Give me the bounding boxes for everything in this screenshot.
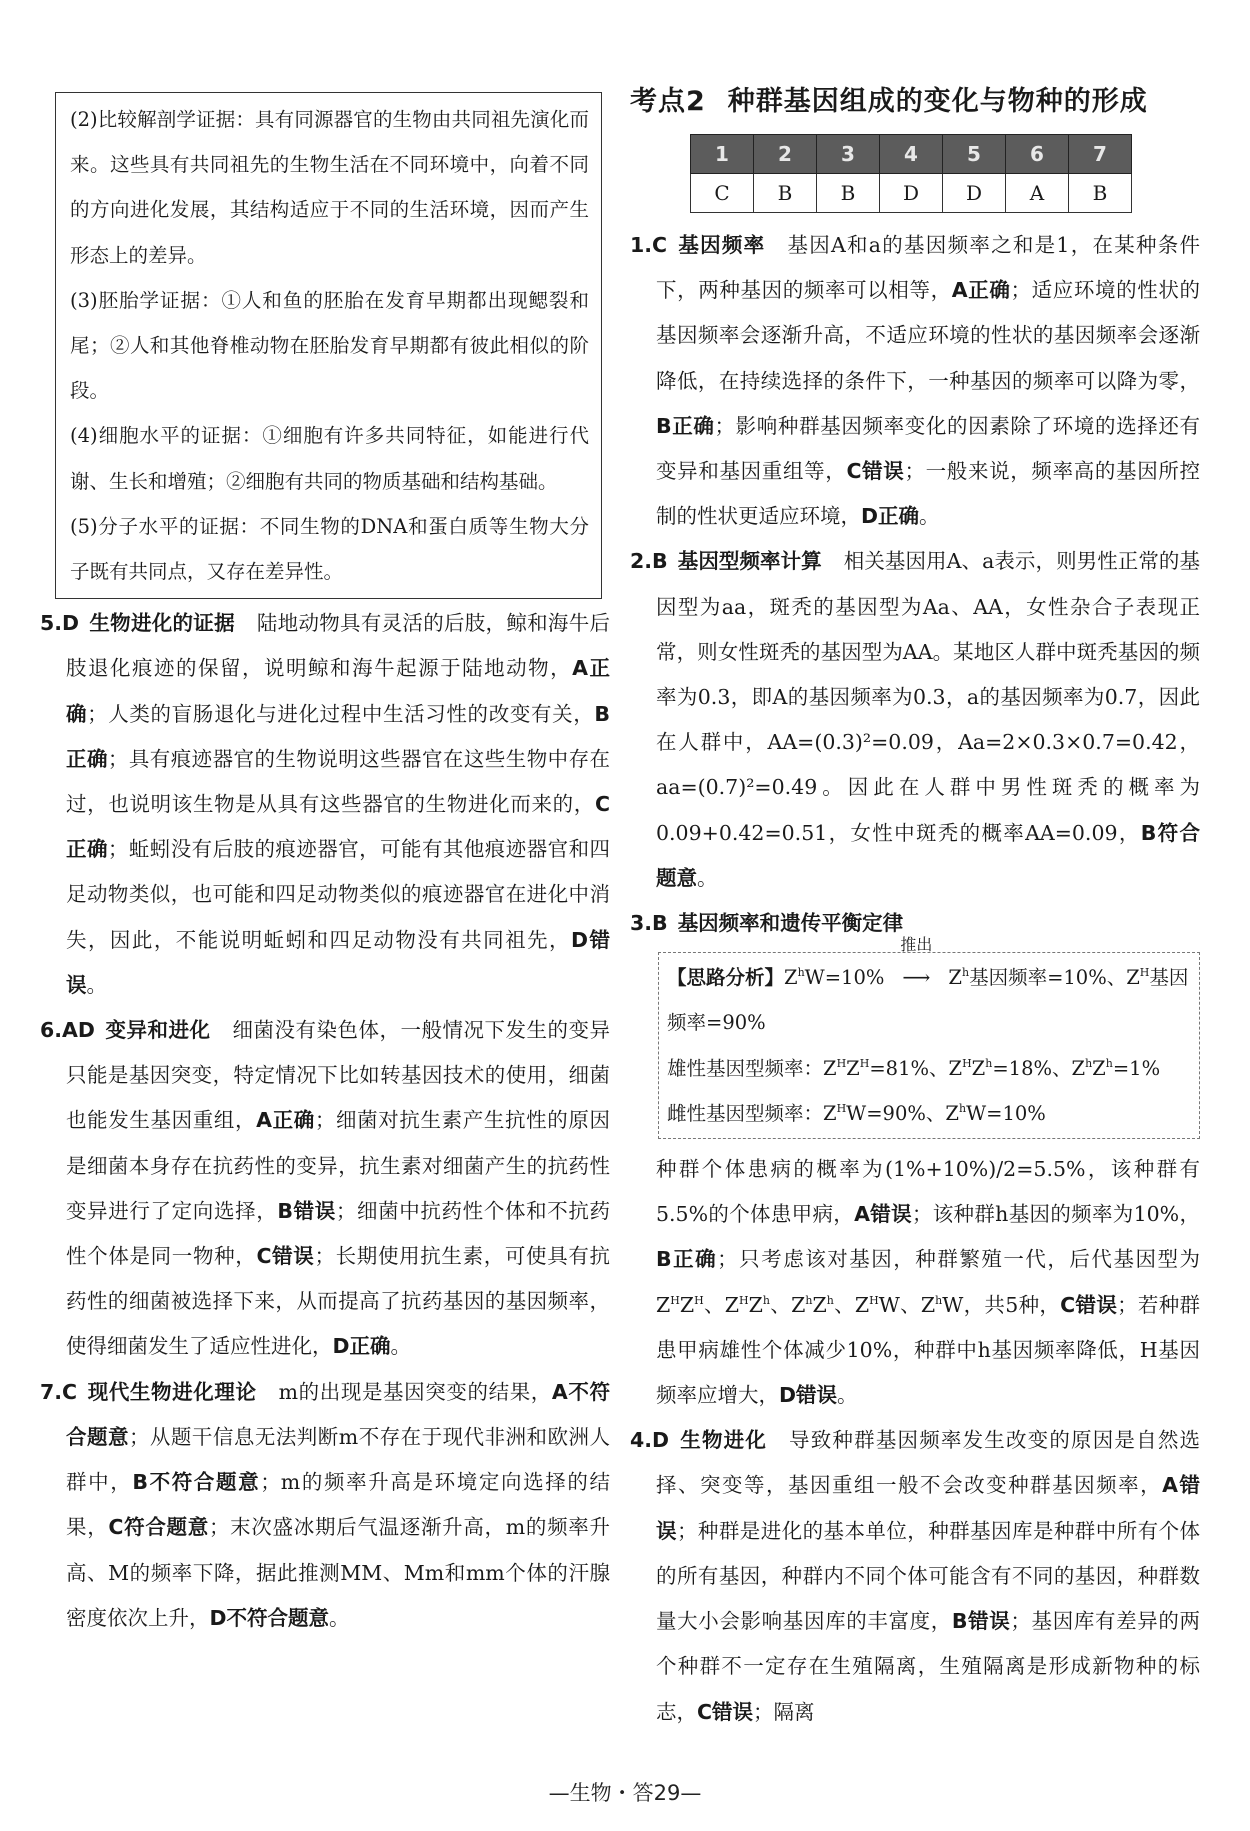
answer-table-header: 1 2 3 4 5 6 7: [691, 135, 1132, 174]
evidence-box: [55, 92, 602, 599]
answer-item-6: 6.AD 变异和进化 细菌没有染色体，一般情况下发生的变异只能是基因突变，特定情况下比如转基因技术的使用，细菌也能发生基因重组，A正确；细菌对抗生素产生抗性的原因是细菌本身存在抗药性的变异，抗生素对细菌产生的抗药性变异进行了定向选择，B错误；细菌中抗药性个体和不抗药性个体是同一物种，C错误；长期使用抗生素，可使具有抗药性的细菌被选择下来，从而提高了抗药基因的基因频率，使得细菌发生了适应性进化，D正确。: [40, 1018, 611, 1359]
answer-item-3: 3.B 基因频率和遗传平衡定律: [630, 911, 904, 936]
analysis-box: [658, 935, 1200, 1139]
answer-table-row: C B B D D A B: [691, 174, 1132, 213]
section-title: 考点2 种群基因组成的变化与物种的形成: [630, 86, 1148, 117]
left-column: [40, 92, 610, 1641]
right-column: [630, 84, 1200, 1735]
box-paragraph: (4)细胞水平的证据：①细胞有许多共同特征，如能进行代谢、生长和增殖；②细胞有共同的物质基础和结构基础。: [70, 424, 589, 493]
box-paragraph: (3)胚胎学证据：①人和鱼的胚胎在发育早期都出现鳃裂和尾；②人和其他脊椎动物在胚胎发育早期都有彼此相似的阶段。: [70, 288, 589, 403]
page-footer: —生物・答29—: [548, 1781, 702, 1805]
answer-item-5: 5.D 生物进化的证据 陆地动物具有灵活的后肢，鲸和海牛后肢退化痕迹的保留，说明鲸和海牛起源于陆地动物，A正确；人类的盲肠退化与进化过程中生活习性的改变有关，B正确；具有痕迹器官的生物说明这些器官在这些生物中存在过，也说明该生物是从具有这些器官的生物进化而来的，C正确；蚯蚓没有后肢的痕迹器官，可能有其他痕迹器官和四足动物类似，也可能和四足动物类似的痕迹器官在进化中消失，因此，不能说明蚯蚓和四足动物没有共同祖先，D错误。: [40, 611, 611, 997]
answer-item-3-body: 种群个体患病的概率为(1%+10%)/2=5.5%，该种群有5.5%的个体患甲病，A错误；该种群h基因的频率为10%，B正确；只考虑该对基因，种群繁殖一代，后代基因型为$Z^HZ^H$、$Z^HZ^h$、$Z^hZ^h$、$Z^HW$、$Z^hW$，共5种，C错误；若种群患甲病雄性个体减少10%，种群中h基因频率降低，H基因频率应增大，D错误。: [656, 1157, 1201, 1408]
answer-item-2: 2.B 基因型频率计算 相关基因用A、a表示，则男性正常的基因型为aa，斑秃的基因型为Aa、AA，女性杂合子表现正常，则女性斑秃的基因型为AA。某地区人群中斑秃基因的频率为0.3，即A的基因频率为0.3，a的基因频率为0.7，因此在人群中，AA=(0.3)²=0.09，Aa=2×0.3×0.7=0.42，aa=(0.7)²=0.49。因此在人群中男性斑秃的概率为0.09+0.42=0.51，女性中斑秃的概率AA=0.09，B符合题意。: [630, 549, 1201, 890]
answer-table: [690, 134, 1132, 213]
analysis-line-3: 雌性基因型频率：$Z^HW=90\%$、$Z^hW=10\%$: [667, 1101, 1046, 1125]
answer-item-4: 4.D 生物进化 导致种群基因频率发生改变的原因是自然选择、突变等，基因重组一般不会改变种群基因频率，A错误；种群是进化的基本单位，种群基因库是种群中所有个体的所有基因，种群内不同个体可能含有不同的基因，种群数量大小会影响基因库的丰富度，B错误；基因库有差异的两个种群不一定存在生殖隔离，生殖隔离是形成新物种的标志，C错误；隔离: [630, 1428, 1201, 1724]
answer-item-1: 1.C 基因频率 基因A和a的基因频率之和是1，在某种条件下，两种基因的频率可以相等，A正确；适应环境的性状的基因频率会逐渐升高，不适应环境的性状的基因频率会逐渐降低，在持续选择的条件下，一种基因的频率可以降为零，B正确；影响种群基因频率变化的因素除了环境的选择还有变异和基因重组等，C错误；一般来说，频率高的基因所控制的性状更适应环境，D正确。: [630, 233, 1201, 529]
analysis-line-1: 【思路分析】$Z^hW=10\%$ 推出 ⟶ $Z^h$基因频率=10%、$Z^H$基因频率=90%: [667, 935, 1189, 1035]
box-paragraph: (2)比较解剖学证据：具有同源器官的生物由共同祖先演化而来。这些具有共同祖先的生物生活在不同环境中，向着不同的方向进化发展，其结构适应于不同的生活环境，因而产生形态上的差异。: [70, 108, 589, 267]
arrow: 推出 ⟶: [900, 935, 933, 990]
analysis-line-2: 雄性基因型频率：$Z^HZ^H=81\%$、$Z^HZ^h=18\%$、$Z^hZ^h=1\%$: [667, 1056, 1161, 1080]
box-paragraph: (5)分子水平的证据：不同生物的DNA和蛋白质等生物大分子既有共同点，又存在差异性。: [70, 514, 589, 584]
answer-item-7: 7.C 现代生物进化理论 m的出现是基因突变的结果，A不符合题意；从题干信息无法判断m不存在于现代非洲和欧洲人群中，B不符合题意；m的频率升高是环境定向选择的结果，C符合题意；末次盛冰期后气温逐渐升高，m的频率升高、M的频率下降，据此推测MM、Mm和mm个体的汗腺密度依次上升，D不符合题意。: [40, 1379, 610, 1630]
